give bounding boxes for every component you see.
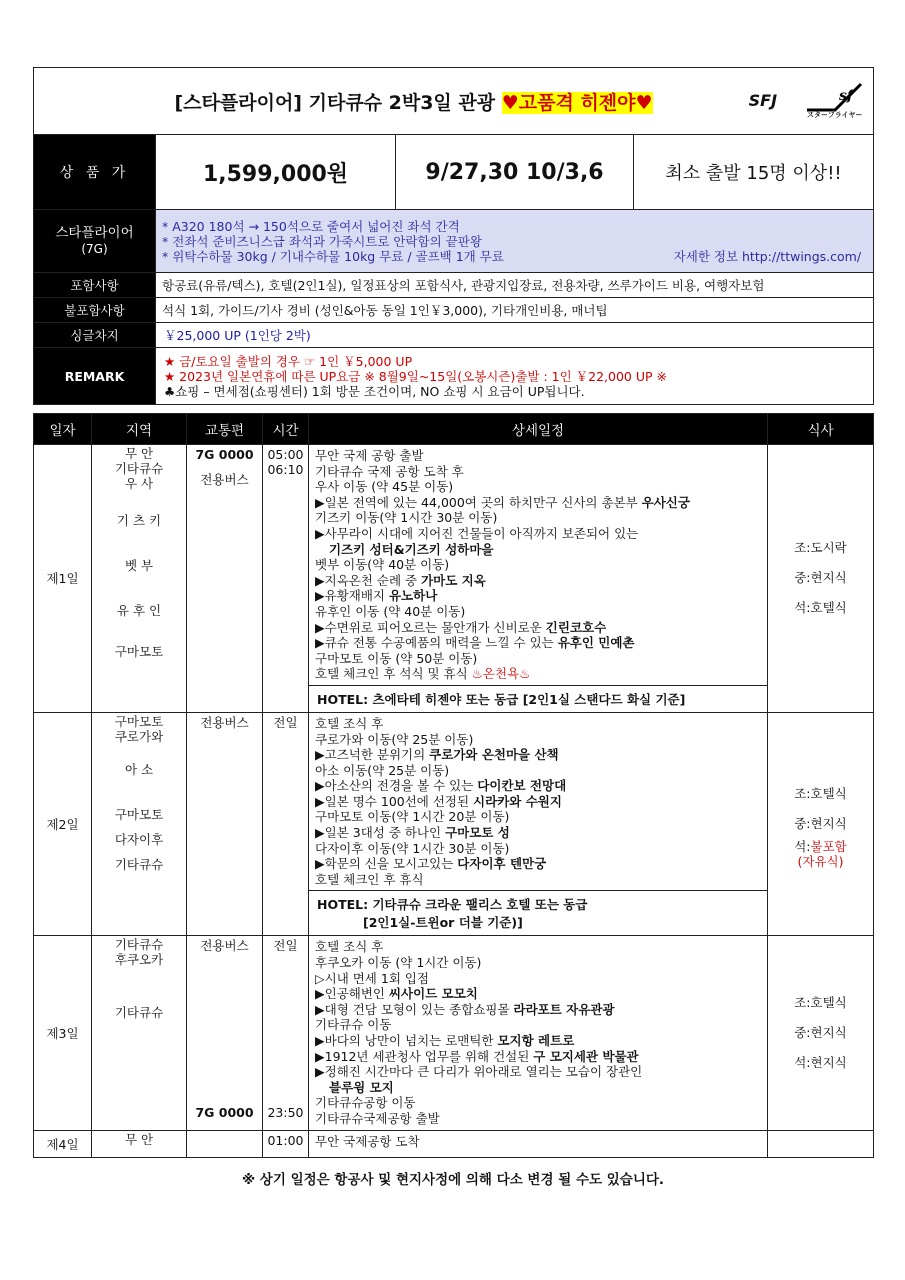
header-time: 시간	[263, 414, 309, 445]
day3-times: 전일 23:50	[263, 936, 309, 1130]
day1-times: 05:00 06:10	[263, 445, 309, 713]
day1-detail: 무안 국제 공항 출발 기타큐슈 국제 공항 도착 후 우사 이동 (약 45분 이동) ▶일본 전역에 있는 44,000여 곳의 하치만구 신사의 총본부 우사신궁 기즈키 이동(약 1시간 30분 이동) ▶사무라이 시대에 지어진 건물들이 아직까지 보존되어 있는 기즈키 성터&기즈키 성하마을 벳부 이동(약 40분 이동) ▶지옥온천 순례 중 가마도 지옥 ▶유황재배지 유노하나 유후인 이동 (약 40분 이동) ▶수면위로 피어오르는 물안개가 신비로운 긴린코호수 ▶큐슈 전통 수공예품의 매력을 느낄 수 있는 유후인 민예촌 구마모토 이동 (약 50분 이동) 호텔 체크인 후 석식 및 휴식 ♨온천욕♨	[309, 445, 768, 686]
included-text: 항공료(유류/텍스), 호텔(2인1실), 일정표상의 포함식사, 관광지입장료, 전용차량, 쓰루가이드 비용, 여행자보험	[156, 273, 874, 298]
airline-info	[156, 210, 874, 273]
airline-label: 스타플라이어 (7G)	[34, 210, 156, 273]
day2-label: 제2일	[34, 712, 92, 936]
tour-document	[33, 67, 873, 1188]
day2-hotel: HOTEL: 기타큐슈 크라운 팰리스 호텔 또는 동급 [2인1실-트윈or 더블 기준)]	[309, 891, 768, 936]
header-day: 일자	[34, 414, 92, 445]
footer-note: ※ 상기 일정은 항공사 및 현지사정에 의해 다소 변경 될 수도 있습니다.	[241, 1171, 665, 1188]
single-label: 싱글차지	[34, 323, 156, 348]
title-cell	[34, 68, 874, 135]
day4-label: 제4일	[34, 1130, 92, 1157]
day4-detail: 무안 국제공항 도착	[309, 1130, 768, 1157]
remark-line-2: ★ 2023년 일본연휴에 따른 UP요금 ※ 8월9일~15일(오봉시즌)출발 : 1인 ￥22,000 UP ※	[164, 368, 667, 384]
remark-line-3: ♣쇼핑 – 면세점(쇼핑센터) 1회 방문 조건이며, NO 쇼핑 시 요금이 UP됩니다.	[164, 383, 585, 399]
remark-line-1: ★ 금/토요일 출발의 경우 ☞ 1인 ￥5,000 UP	[164, 353, 413, 369]
day1-label: 제1일	[34, 445, 92, 713]
day2-row	[34, 712, 874, 891]
departure-dates: 9/27,30 10/3,6	[396, 135, 634, 210]
excluded-text: 석식 1회, 가이드/기사 경비 (성인&아동 동일 1인￥3,000), 기타개인비용, 매너팁	[156, 298, 874, 323]
remark-text	[156, 348, 874, 405]
day1-meals: 조:도시락 중:현지식 석:호텔식	[768, 445, 874, 713]
day4-region: 무 안	[92, 1130, 187, 1157]
day1-hotel: HOTEL: 츠에타테 히젠야 또는 동급 [2인1실 스탠다드 화실 기준]	[309, 685, 768, 712]
day2-detail: 호텔 조식 후 쿠로가와 이동(약 25분 이동) ▶고즈넉한 분위기의 쿠로가와 온천마을 산책 아소 이동(약 25분 이동) ▶아소산의 전경을 볼 수 있는 다이칸보 전망대 ▶일본 명수 100선에 선정된 시라카와 수원지 구마모토 이동(약 1시간 20분 이동) ▶일본 3대성 중 하나인 구마모토 성 다자이후 이동(약 1시간 30분 이동) ▶학문의 신을 모시고있는 다자이후 텐만궁 호텔 체크인 후 휴식	[309, 712, 768, 891]
day2-meals: 조:호텔식 중:현지식 석:불포함 (자유식)	[768, 712, 874, 936]
day4-row	[34, 1130, 874, 1157]
logo	[749, 80, 863, 120]
day2-regions: 구마모토 쿠로가와 아 소 구마모토 다자이후 기타큐슈	[92, 712, 187, 936]
schedule-table	[33, 413, 874, 1158]
day3-regions: 기타큐슈 후쿠오카 기타큐슈	[92, 936, 187, 1130]
header-meal: 식사	[768, 414, 874, 445]
day3-row	[34, 936, 874, 1130]
day2-time: 전일	[263, 712, 309, 936]
sfj-logo-text: SFJ	[748, 90, 778, 110]
airline-line: * 위탁수하물 30kg / 기내수하물 10kg 무료 / 골프백 1개 무료 자세한 정보 http://ttwings.com/	[162, 248, 862, 264]
logo-kana: スターフライヤー	[807, 111, 863, 119]
info-table	[33, 67, 874, 405]
day3-transport: 전용버스 7G 0000	[187, 936, 263, 1130]
included-label: 포함사항	[34, 273, 156, 298]
min-departure: 최소 출발 15명 이상!!	[634, 135, 874, 210]
price-label: 상 품 가	[34, 135, 156, 210]
header-detail: 상세일정	[309, 414, 768, 445]
day2-transport: 전용버스	[187, 712, 263, 936]
remark-label: REMARK	[34, 348, 156, 405]
starflyer-logo-icon	[805, 80, 863, 120]
single-text: ￥25,000 UP (1인당 2박)	[156, 323, 874, 348]
day3-meals: 조:호텔식 중:현지식 석:현지식	[768, 936, 874, 1130]
page-title: [스타플라이어] 기타큐슈 2박3일 관광	[174, 91, 502, 114]
day1-regions: 무 안 기타큐슈 우 사 기 츠 키 벳 부 유 후 인 구마모토	[92, 445, 187, 713]
svg-text:sf: sf	[839, 88, 853, 104]
price-amount: 1,599,000원	[156, 135, 396, 210]
more-info-link[interactable]: 자세한 정보 http://ttwings.com/	[673, 248, 862, 264]
header-region: 지역	[92, 414, 187, 445]
day3-detail: 호텔 조식 후 후쿠오카 이동 (약 1시간 이동) ▷시내 면세 1회 입점 ▶인공해변인 씨사이드 모모치 ▶대형 건담 모형이 있는 종합쇼핑몰 라라포트 자유관광 기타큐슈 이동 ▶바다의 낭만이 넘치는 로맨틱한 모지항 레트로 ▶1912년 세관청사 업무를 위해 건설된 구 모지세관 박물관 ▶정해진 시간마다 큰 다리가 위아래로 열리는 모습이 장관인 블루윙 모지 기타큐슈공항 이동 기타큐슈국제공항 출발	[309, 936, 768, 1130]
airline-line: * A320 180석 → 150석으로 줄여서 넓어진 좌석 간격	[162, 218, 460, 234]
excluded-label: 불포함사항	[34, 298, 156, 323]
day4-time: 01:00	[263, 1130, 309, 1157]
day1-row	[34, 445, 874, 686]
day1-transport: 7G 0000 전용버스	[187, 445, 263, 713]
title-highlight: ♥고품격 히젠야♥	[501, 91, 653, 114]
airline-line: * 전좌석 준비즈니스급 좌석과 가죽시트로 안락함의 끝판왕	[162, 233, 482, 249]
day3-label: 제3일	[34, 936, 92, 1130]
day4-transport	[187, 1130, 263, 1157]
header-transport: 교통편	[187, 414, 263, 445]
day4-meals	[768, 1130, 874, 1157]
